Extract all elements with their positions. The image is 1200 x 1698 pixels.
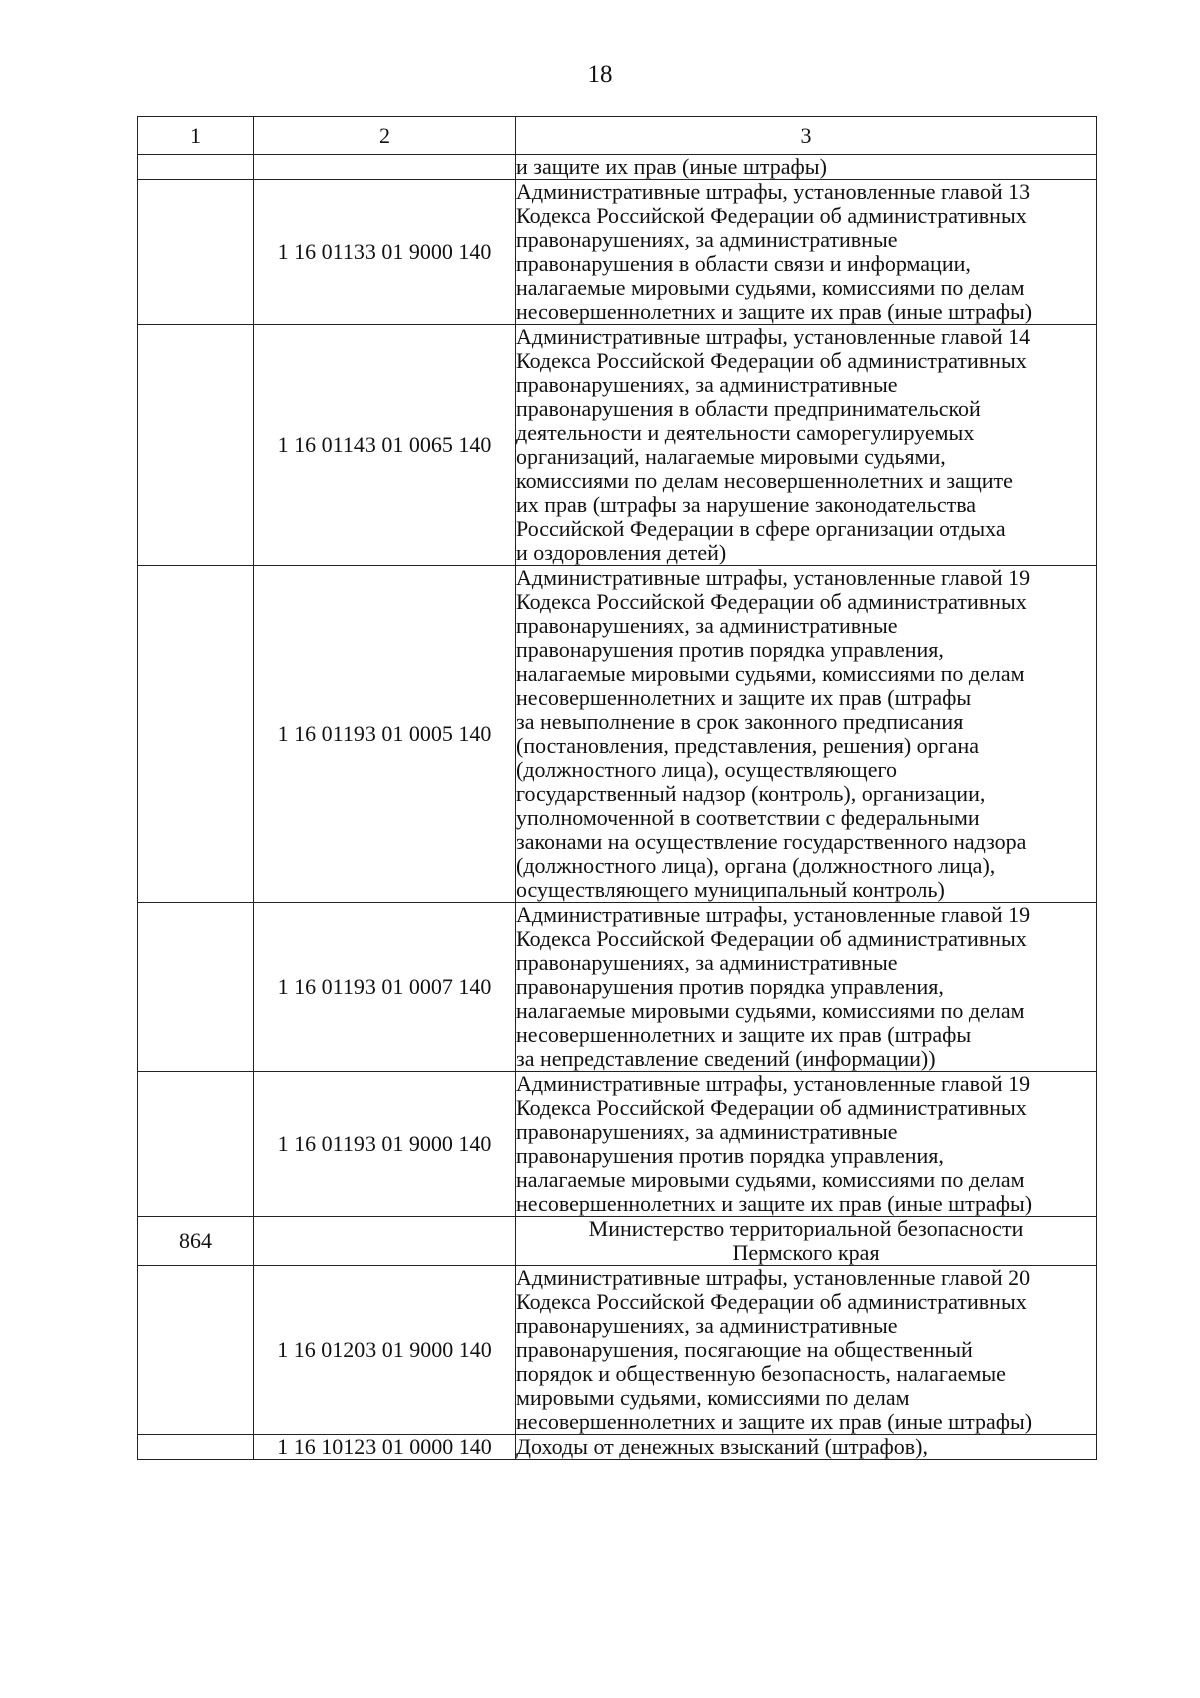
description-line: за непредставление сведений (информации)): [516, 1046, 936, 1071]
description-line: Кодекса Российской Федерации об административных: [516, 926, 1027, 951]
description-line: порядок и общественную безопасность, налагаемые: [516, 1361, 1006, 1386]
admin-code-cell: [138, 1435, 254, 1460]
description-line: и защите их прав (иные штрафы): [516, 154, 827, 179]
description-line: Пермского края: [732, 1240, 880, 1265]
description-line: правонарушения в области связи и информации,: [516, 251, 971, 276]
description-line: мировыми судьями, комиссиями по делам: [516, 1385, 910, 1410]
description-line: правонарушения против порядка управления,: [516, 974, 944, 999]
description-line: осуществляющего муниципальный контроль): [516, 877, 945, 902]
budget-code-cell: 1 16 01133 01 9000 140: [254, 180, 516, 325]
budget-code-cell: 1 16 01193 01 9000 140: [254, 1072, 516, 1217]
admin-code-cell: [138, 1266, 254, 1435]
description-cell: [516, 1217, 1097, 1266]
admin-code-cell: [138, 903, 254, 1072]
table-row: [138, 180, 1097, 325]
description-line: налагаемые мировыми судьями, комиссиями по делам: [516, 1167, 1025, 1192]
description-line: уполномоченной в соответствии с федеральными: [516, 805, 980, 830]
description-line: Административные штрафы, установленные главой 14: [516, 324, 1031, 349]
description-line: несовершеннолетних и защите их прав (штрафы: [516, 685, 972, 710]
description-line: Кодекса Российской Федерации об административных: [516, 348, 1027, 373]
description-line: Административные штрафы, установленные главой 19: [516, 565, 1031, 590]
description-line: организаций, налагаемые мировыми судьями,: [516, 444, 946, 469]
budget-code-cell: 1 16 01193 01 0005 140: [254, 566, 516, 903]
description-line: правонарушениях, за административные: [516, 613, 898, 638]
description-line: (постановления, представления, решения) органа: [516, 733, 979, 758]
description-line: (должностного лица), осуществляющего: [516, 757, 897, 782]
description-line: налагаемые мировыми судьями, комиссиями по делам: [516, 998, 1025, 1023]
table-row: [138, 903, 1097, 1072]
description-line: правонарушениях, за административные: [516, 227, 898, 252]
description-line: Кодекса Российской Федерации об административных: [516, 1095, 1027, 1120]
description-line: правонарушениях, за административные: [516, 1313, 898, 1338]
table-row: [138, 1072, 1097, 1217]
admin-code-cell: [138, 1072, 254, 1217]
header-col-3: 3: [516, 117, 1097, 155]
description-line: (должностного лица), органа (должностного лица),: [516, 853, 996, 878]
description-cell: [516, 1072, 1097, 1217]
description-cell: [516, 180, 1097, 325]
description-line: Кодекса Российской Федерации об административных: [516, 589, 1027, 614]
description-line: Доходы от денежных взысканий (штрафов),: [516, 1434, 928, 1459]
page-number: 18: [587, 61, 613, 88]
budget-code-cell: [254, 1217, 516, 1266]
description-line: Кодекса Российской Федерации об административных: [516, 203, 1027, 228]
table-row: [138, 566, 1097, 903]
description-line: правонарушениях, за административные: [516, 372, 898, 397]
table-row: [138, 1266, 1097, 1435]
description-cell: [516, 1266, 1097, 1435]
description-cell: [516, 566, 1097, 903]
budget-code-cell: [254, 155, 516, 180]
description-line: налагаемые мировыми судьями, комиссиями по делам: [516, 661, 1025, 686]
description-line: за невыполнение в срок законного предписания: [516, 709, 964, 734]
budget-code-cell: 1 16 01203 01 9000 140: [254, 1266, 516, 1435]
table-body: [138, 117, 1097, 1460]
description-line: Министерство территориальной безопасности: [588, 1216, 1024, 1241]
description-line: правонарушения, посягающие на общественный: [516, 1337, 973, 1362]
description-cell: [516, 1435, 1097, 1460]
description-line: деятельности и деятельности саморегулируемых: [516, 420, 975, 445]
admin-code-cell: [138, 155, 254, 180]
description-cell: [516, 325, 1097, 566]
description-line: правонарушения против порядка управления,: [516, 637, 944, 662]
description-line: законами на осуществление государственного надзора: [516, 829, 1027, 854]
description-cell: [516, 903, 1097, 1072]
table-header-row: [138, 117, 1097, 155]
description-line: налагаемые мировыми судьями, комиссиями по делам: [516, 275, 1025, 300]
description-line: комиссиями по делам несовершеннолетних и защите: [516, 468, 1013, 493]
description-line: государственный надзор (контроль), организации,: [516, 781, 986, 806]
description-line: несовершеннолетних и защите их прав (штрафы: [516, 1022, 972, 1047]
description-cell: [516, 155, 1097, 180]
description-line: несовершеннолетних и защите их прав (иные штрафы): [516, 1191, 1033, 1216]
description-line: правонарушениях, за административные: [516, 1119, 898, 1144]
admin-code-cell: [138, 325, 254, 566]
description-line: Кодекса Российской Федерации об административных: [516, 1289, 1027, 1314]
description-line: Административные штрафы, установленные главой 20: [516, 1265, 1031, 1290]
table-row: [138, 1217, 1097, 1266]
header-col-2: 2: [254, 117, 516, 155]
admin-code-cell: 864: [138, 1217, 254, 1266]
description-line: Российской Федерации в сфере организации отдыха: [516, 516, 1006, 541]
description-line: правонарушениях, за административные: [516, 950, 898, 975]
admin-code-cell: [138, 180, 254, 325]
table-row: [138, 1435, 1097, 1460]
admin-code-cell: [138, 566, 254, 903]
description-line: несовершеннолетних и защите их прав (иные штрафы): [516, 1409, 1033, 1434]
budget-code-cell: 1 16 01193 01 0007 140: [254, 903, 516, 1072]
description-line: правонарушения в области предпринимательской: [516, 396, 981, 421]
description-line: Административные штрафы, установленные главой 19: [516, 1071, 1031, 1096]
description-line: правонарушения против порядка управления,: [516, 1143, 944, 1168]
description-line: их прав (штрафы за нарушение законодательства: [516, 492, 977, 517]
budget-code-cell: 1 16 10123 01 0000 140: [254, 1435, 516, 1460]
table-row: [138, 325, 1097, 566]
description-line: Административные штрафы, установленные главой 19: [516, 902, 1031, 927]
description-line: Административные штрафы, установленные главой 13: [516, 179, 1031, 204]
budget-code-cell: 1 16 01143 01 0065 140: [254, 325, 516, 566]
revenue-codes-table: [137, 116, 1097, 1460]
description-line: и оздоровления детей): [516, 540, 727, 565]
description-line: несовершеннолетних и защите их прав (иные штрафы): [516, 299, 1033, 324]
header-col-1: 1: [138, 117, 254, 155]
table-row: [138, 155, 1097, 180]
